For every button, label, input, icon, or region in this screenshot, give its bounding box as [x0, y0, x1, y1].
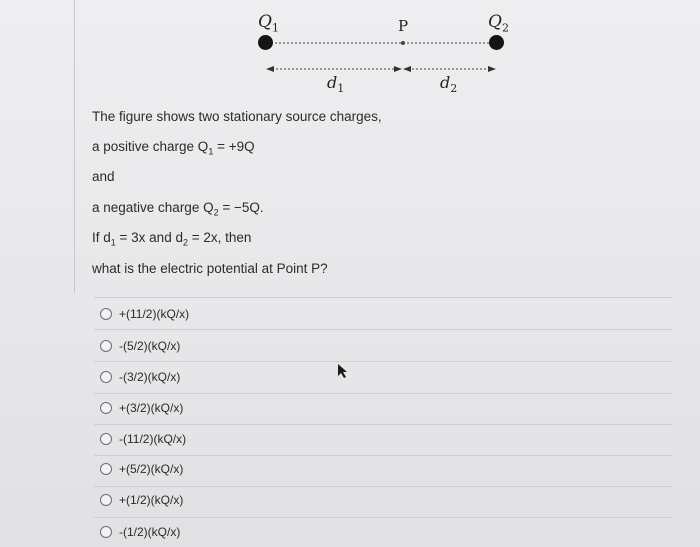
- d2-right-arrow: [488, 66, 496, 72]
- question-line-5: If $d_1 = 3x$ and $d_2 = 2x$, then: [92, 230, 252, 248]
- option-4[interactable]: [100, 399, 183, 417]
- option-3[interactable]: [100, 368, 180, 386]
- option-divider: [94, 455, 672, 456]
- p-label: P: [398, 17, 409, 35]
- radio-icon[interactable]: [100, 371, 112, 383]
- question-line-2: a positive charge $Q_1 = +9Q$: [92, 139, 255, 157]
- radio-icon[interactable]: [100, 308, 112, 320]
- option-divider: [94, 393, 672, 394]
- d2-label: $d_2$: [440, 73, 458, 96]
- radio-icon[interactable]: [100, 494, 112, 506]
- option-label: -(1/2)(kQ/x): [119, 525, 181, 539]
- option-divider: [94, 517, 672, 518]
- option-8[interactable]: [100, 523, 180, 541]
- question-line-6: what is the electric potential at Point P?: [92, 261, 328, 276]
- radio-icon[interactable]: [100, 340, 112, 352]
- d1-left-arrow: [266, 66, 274, 72]
- option-divider: [94, 329, 672, 330]
- d1-right-arrow: [394, 66, 402, 72]
- radio-icon[interactable]: [100, 526, 112, 538]
- mouse-cursor-icon: [337, 363, 349, 379]
- d1-label: $d_1$: [327, 73, 345, 96]
- radio-icon[interactable]: [100, 402, 112, 414]
- q2-charge: [489, 35, 504, 50]
- option-label: +(3/2)(kQ/x): [119, 401, 184, 415]
- option-divider: [94, 361, 672, 362]
- option-6[interactable]: [100, 460, 183, 478]
- option-label: +(1/2)(kQ/x): [119, 493, 184, 507]
- option-5[interactable]: [100, 430, 186, 448]
- option-7[interactable]: [100, 491, 183, 509]
- option-1[interactable]: [100, 305, 189, 323]
- radio-icon[interactable]: [100, 463, 112, 475]
- question-line-1: The figure shows two stationary source charges,: [92, 109, 382, 124]
- q1-charge: [258, 35, 273, 50]
- d2-left-arrow: [403, 66, 411, 72]
- option-label: -(5/2)(kQ/x): [119, 339, 181, 353]
- radio-icon[interactable]: [100, 433, 112, 445]
- option-label: +(11/2)(kQ/x): [119, 307, 190, 321]
- option-divider: [94, 424, 672, 425]
- option-2[interactable]: [100, 337, 180, 355]
- figure-lines: [0, 0, 700, 100]
- point-p-marker: [401, 41, 405, 45]
- option-label: +(5/2)(kQ/x): [119, 462, 184, 476]
- q2-label: $Q_2$: [488, 12, 509, 35]
- question-line-3: and: [92, 169, 115, 184]
- q1-label: $Q_1$: [258, 12, 279, 35]
- question-line-4: a negative charge $Q_2 = -5Q$.: [92, 200, 264, 218]
- charge-figure: [0, 0, 700, 100]
- option-label: -(11/2)(kQ/x): [119, 432, 187, 446]
- option-divider: [94, 297, 672, 298]
- option-divider: [94, 486, 672, 487]
- option-label: -(3/2)(kQ/x): [119, 370, 181, 384]
